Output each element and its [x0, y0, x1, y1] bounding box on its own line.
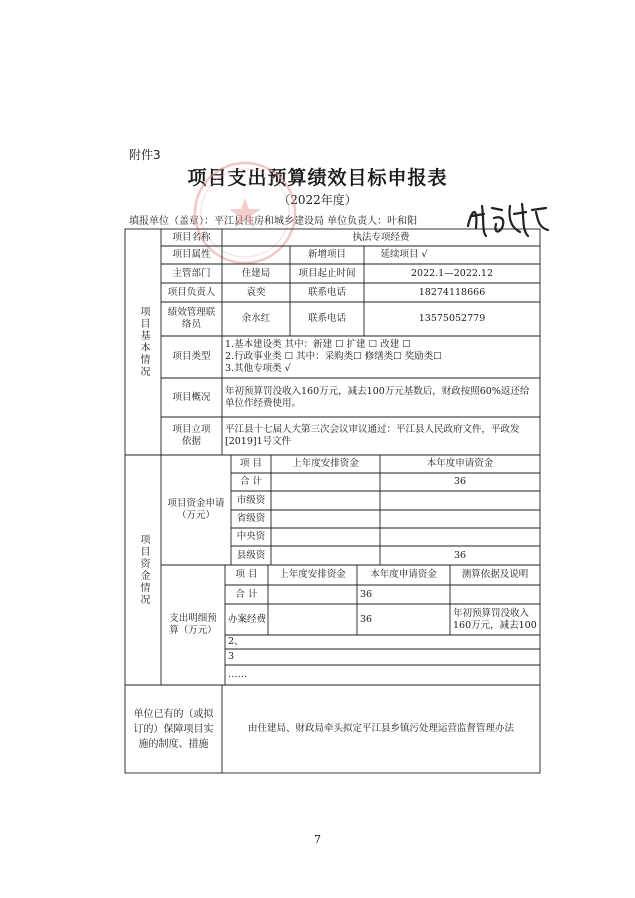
system-label: 单位已有的（或拟订的）保障项目实施的制度、措施: [133, 708, 214, 750]
detail-col-prev: 上年度安排资金: [279, 569, 346, 580]
detail-row-3: 3: [228, 651, 235, 662]
type-line-2: 2.行政事业类 ☐ 其中：采购类☐ 修缮类☐ 奖励类☐: [225, 351, 442, 362]
detail-row-2: 2、: [228, 636, 244, 647]
detail-label: 支出明细预算（万元）: [169, 613, 217, 636]
fund-row-cur: 36: [453, 549, 467, 561]
annex-label: 附件3: [129, 148, 161, 162]
fund-row-label: 中央资: [236, 531, 266, 542]
type-options: [222, 336, 540, 378]
contact-phone-label: 联系电话: [307, 313, 346, 324]
section-basic-info: 项目基本情况: [138, 306, 149, 378]
basis-value: 平江县十七届人大第三次会议审议通过：平江县人民政府文件，平政发[2019]1号文件: [225, 424, 520, 447]
section-fund-info: 项目资金情况: [138, 534, 149, 606]
type-line-1: 1.基本建设类 其中：新建 ☐ 扩建 ☐ 改建 ☐: [225, 339, 411, 350]
form-year: （2022年度）: [278, 193, 357, 207]
project-attr-new: 新增项目: [307, 249, 346, 260]
dept-label: 主管部门: [172, 267, 211, 279]
period-value: 2022.1—2022.12: [410, 267, 494, 279]
detail-col-item: 项 目: [235, 569, 258, 580]
detail-row-4: ……: [228, 669, 247, 680]
dept-value: 住建局: [241, 267, 271, 279]
fund-apply-label: 项目资金申请（万元）: [167, 498, 225, 521]
system-value: 由住建局、财政局牵头拟定平江县乡镇污处理运营监督管理办法: [247, 723, 514, 734]
overview-label: 项目概况: [172, 391, 211, 403]
fund-row-label: 市级资: [236, 494, 266, 506]
detail-row-1-basis: 年初预算罚没收入160万元，减去100: [453, 607, 537, 631]
detail-row-1-cur: 36: [360, 613, 373, 625]
period-label: 项目起止时间: [298, 267, 356, 279]
form-title: 项目支出预算绩效目标申报表: [187, 167, 448, 189]
fund-col-item: 项 目: [239, 458, 263, 469]
detail-col-cur: 本年度申请资金: [370, 569, 437, 580]
owner-phone: 18274118666: [418, 286, 486, 298]
filler-line: 填报单位（盖章）：平江县住房和城乡建设局 单位负责人：叶和阳: [129, 216, 418, 227]
detail-col-basis: 测算依据及说明: [461, 569, 529, 580]
owner-label: 项目负责人: [167, 286, 216, 298]
contact-value: 余水红: [241, 313, 271, 324]
fund-row-label: 合 计: [239, 476, 263, 487]
fund-col-prev: 上年度安排资金: [292, 458, 359, 469]
fund-row-label: 省级资: [236, 513, 266, 524]
detail-total-cur: 36: [360, 588, 373, 600]
project-attr-continuing: 延续项目 √: [380, 249, 428, 260]
page-number: 7: [314, 833, 321, 846]
detail-total-label: 合 计: [235, 588, 258, 600]
owner-value: 袁奕: [246, 286, 266, 298]
project-name-value: 执法专项经费: [352, 231, 410, 243]
overview-value: 年初预算罚没收入160万元，减去100万元基数后，财政按照60%返还给单位作经费使用。: [225, 385, 530, 409]
fund-col-cur: 本年度申请资金: [426, 458, 494, 469]
fund-row-cur: 36: [453, 476, 467, 487]
type-label: 项目类型: [172, 351, 211, 362]
owner-phone-label: 联系电话: [307, 286, 346, 298]
type-line-3: 3.其他专项类 √: [225, 363, 291, 374]
fund-row-label: 县级资: [236, 549, 266, 561]
project-attr-label: 项目属性: [172, 249, 211, 260]
project-name-label: 项目名称: [172, 231, 211, 243]
detail-row-1: 办案经费: [228, 613, 267, 625]
contact-phone: 13575052779: [418, 313, 486, 324]
basis-label: 项目立项依据: [172, 424, 211, 447]
contact-label: 绩效管理联络员: [167, 307, 216, 330]
